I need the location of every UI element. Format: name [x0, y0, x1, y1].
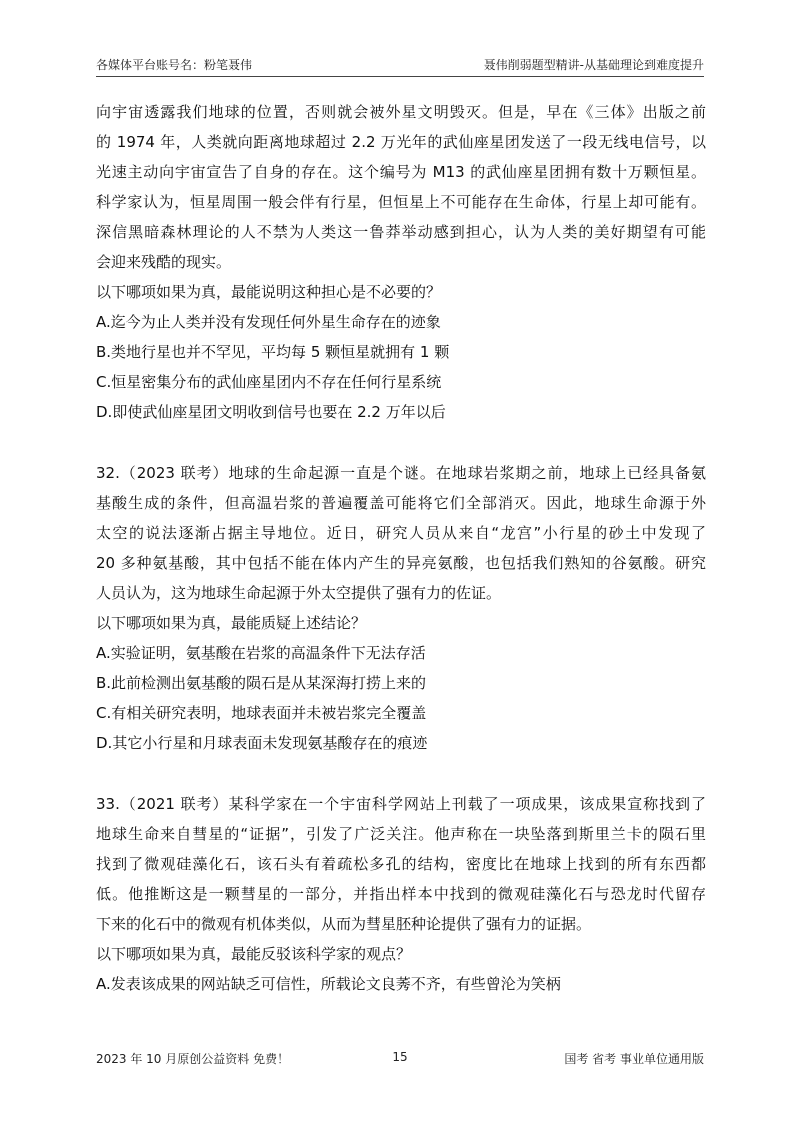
footer-left-text: 2023 年 10 月原创公益资料 免费！ [96, 1052, 290, 1066]
stem-line: 向宇宙透露我们地球的位置，否则就会被外星文明毁灭。但是，早在《三体》出版之前 [96, 103, 706, 121]
question-32-stem [96, 458, 706, 608]
page-number: 15 [392, 1050, 408, 1064]
question-32 [96, 458, 706, 758]
page-content [96, 97, 706, 999]
stem-line: 的 1974 年，人类就向距离地球超过 2.2 万光年的武仙座星团发送了一段无线电信号，以 [96, 133, 706, 151]
stem-line: 人员认为，这为地球生命起源于外太空提供了强有力的佐证。 [96, 584, 502, 602]
header-rule [96, 76, 704, 77]
option-c: C.恒星密集分布的武仙座星团内不存在任何行星系统 [96, 373, 442, 391]
stem-line: 20 多种氨基酸，其中包括不能在体内产生的异亮氨酸，也包括我们熟知的谷氨酸。研究 [96, 554, 706, 572]
option-a: A.迄今为止人类并没有发现任何外星生命存在的迹象 [96, 313, 441, 331]
question-33 [96, 789, 706, 999]
page-footer [96, 1050, 704, 1068]
stem-line: 基酸生成的条件，但高温岩浆的普遍覆盖可能将它们全部消灭。因此，地球生命源于外 [96, 494, 706, 512]
stem-line: 低。他推断这是一颗彗星的一部分，并指出样本中找到的微观硅藻化石与恐龙时代留存 [96, 885, 706, 903]
stem-line: 下来的化石中的微观有机体类似，从而为彗星胚种论提供了强有力的证据。 [96, 915, 592, 933]
option-a: A.实验证明，氨基酸在岩浆的高温条件下无法存活 [96, 644, 426, 662]
question-33-stem [96, 789, 706, 939]
stem-line: 光速主动向宇宙宣告了自身的存在。这个编号为 M13 的武仙座星团拥有数十万颗恒星。 [96, 163, 706, 181]
stem-line: 地球生命来自彗星的“证据”，引发了广泛关注。他声称在一块坠落到斯里兰卡的陨石里 [96, 825, 706, 843]
stem-line: 会迎来残酷的现实。 [96, 253, 232, 271]
footer-right-text: 国考 省考 事业单位通用版 [564, 1052, 704, 1066]
stem-line: 32.（2023 联考）地球的生命起源一直是个谜。在地球岩浆期之前，地球上已经具备氨 [96, 464, 706, 482]
stem-line: 科学家认为，恒星周围一般会伴有行星，但恒星上不可能存在生命体，行星上却可能有。 [96, 193, 706, 211]
option-c: C.有相关研究表明，地球表面并未被岩浆完全覆盖 [96, 704, 427, 722]
option-b: B.此前检测出氨基酸的陨石是从某深海打捞上来的 [96, 674, 427, 692]
page-header [96, 56, 704, 74]
option-d: D.其它小行星和月球表面未发现氨基酸存在的痕迹 [96, 734, 428, 752]
option-a: A.发表该成果的网站缺乏可信性，所载论文良莠不齐，有些曾沦为笑柄 [96, 975, 561, 993]
header-left-text: 各媒体平台账号名：粉笔聂伟 [96, 58, 253, 72]
spacer [96, 427, 706, 458]
stem-line: 深信黑暗森林理论的人不禁为人类这一鲁莽举动感到担心，认为人类的美好期望有可能 [96, 223, 706, 241]
question-31-prompt: 以下哪项如果为真，最能说明这种担心是不必要的？ [96, 283, 442, 301]
question-31-stem [96, 97, 706, 277]
stem-line: 33.（2021 联考）某科学家在一个宇宙科学网站上刊载了一项成果，该成果宣称找到了 [96, 795, 706, 813]
spacer [96, 758, 706, 789]
question-33-prompt: 以下哪项如果为真，最能反驳该科学家的观点？ [96, 945, 412, 963]
header-right-text: 聂伟削弱题型精讲-从基础理论到难度提升 [483, 58, 704, 72]
option-b: B.类地行星也并不罕见，平均每 5 颗恒星就拥有 1 颗 [96, 343, 450, 361]
option-d: D.即使武仙座星团文明收到信号也要在 2.2 万年以后 [96, 403, 446, 421]
question-31 [96, 97, 706, 427]
stem-line: 找到了微观硅藻化石，该石头有着疏松多孔的结构，密度比在地球上找到的所有东西都 [96, 855, 706, 873]
question-32-prompt: 以下哪项如果为真，最能质疑上述结论？ [96, 614, 367, 632]
stem-line: 太空的说法逐渐占据主导地位。近日，研究人员从来自“龙宫”小行星的砂土中发现了 [96, 524, 706, 542]
